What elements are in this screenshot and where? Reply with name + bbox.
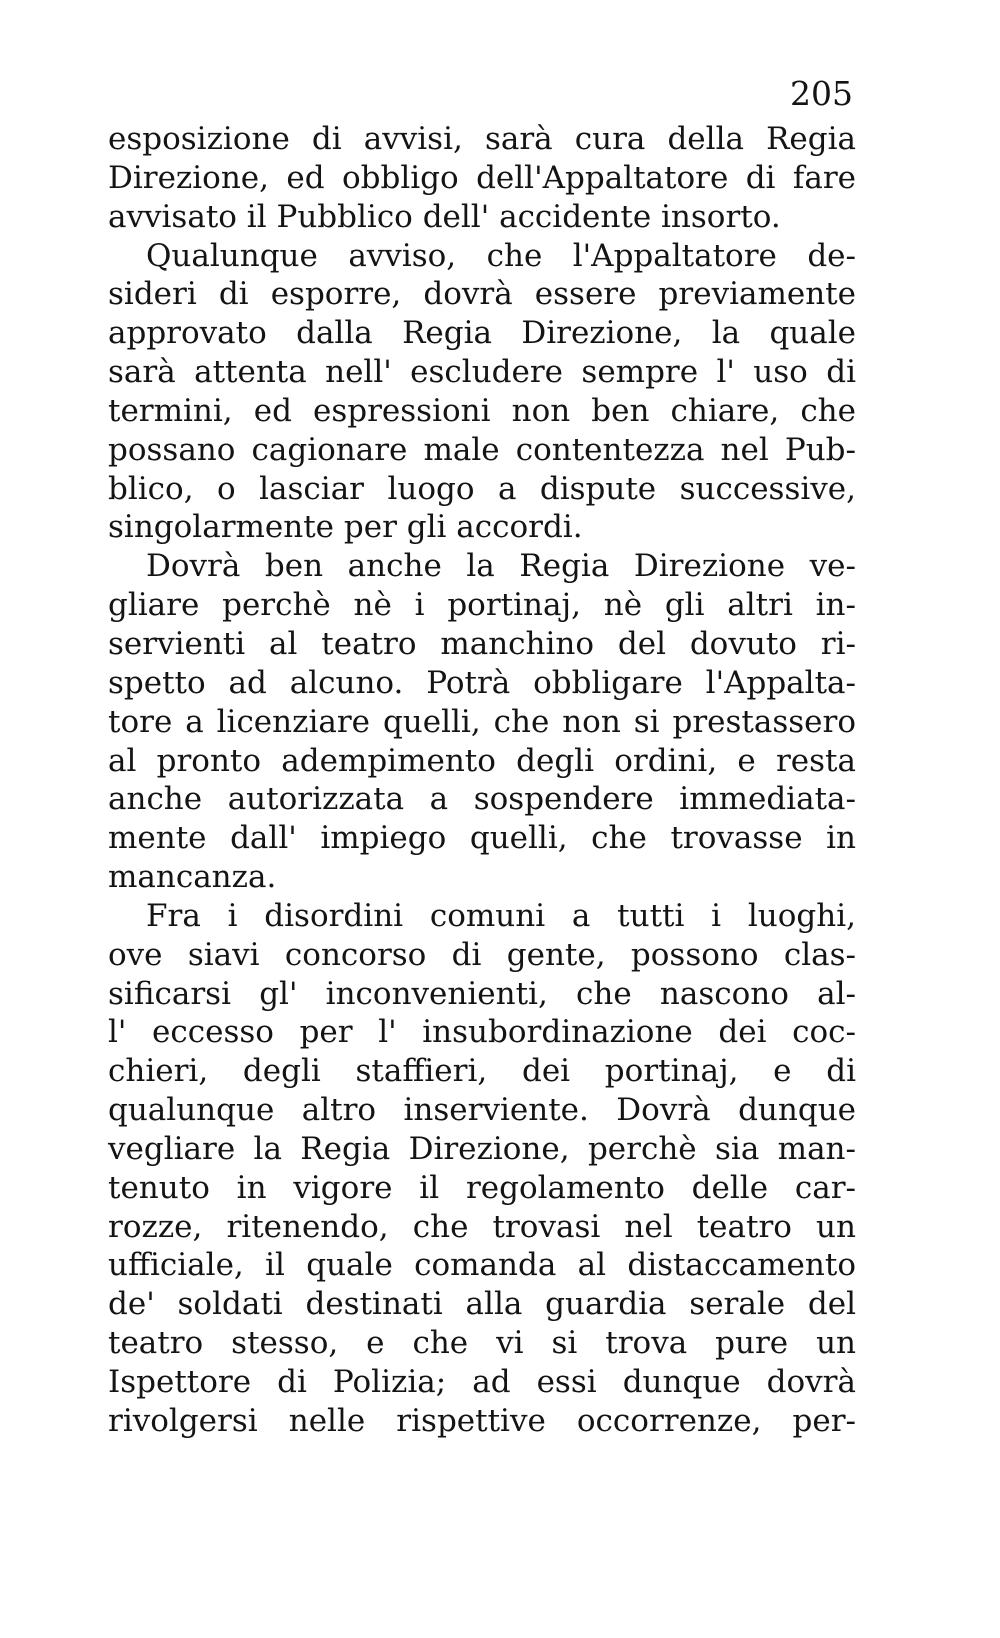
text-line: tore a licenziare quelli, che non si prestassero (108, 703, 856, 740)
text-line: esposizione di avvisi, sarà cura della Regia (108, 121, 856, 157)
text-line: possano cagionare male contentezza nel Pub- (108, 431, 856, 468)
text-line: Fra i disordini comuni a tutti i luoghi, (146, 897, 856, 934)
text-line: mente dall' impiego quelli, che trovasse in (108, 820, 856, 857)
text-line: rivolgersi nelle rispettive occorrenze, per- (108, 1402, 856, 1439)
text-line: al pronto adempimento degli ordini, e resta (108, 742, 856, 779)
page-number: 205 (790, 74, 853, 113)
text-line: servienti al teatro manchino del dovuto ri- (108, 625, 856, 662)
text-line: Ispettore di Polizia; ad essi dunque dovrà (108, 1364, 856, 1400)
text-line: de' soldati destinati alla guardia serale del (108, 1286, 856, 1323)
text-line: l' eccesso per l' insubordinazione dei coc- (108, 1014, 856, 1051)
text-line: vegliare la Regia Direzione, perchè sia man- (108, 1130, 856, 1167)
text-line: rozze, ritenendo, che trovasi nel teatro un (108, 1208, 856, 1245)
text-line: ove siavi concorso di gente, possono clas- (108, 936, 856, 973)
text-line: anche autorizzata a sospendere immediata- (108, 781, 856, 818)
text-line: sarà attenta nell' escludere sempre l' uso di (108, 354, 856, 391)
text-line: sideri di esporre, dovrà essere previamente (108, 276, 856, 313)
text-line: ufficiale, il quale comanda al distaccamento (108, 1247, 856, 1284)
text-line: termini, ed espressioni non ben chiare, che (108, 392, 856, 429)
text-line: blico, o lasciar luogo a dispute successive, (108, 470, 856, 507)
text-line: mancanza. (108, 859, 277, 896)
text-line: singolarmente per gli accordi. (108, 509, 583, 546)
text-line: Qualunque avviso, che l'Appaltatore de- (146, 237, 856, 274)
text-line: gliare perchè nè i portinaj, nè gli altri in- (108, 587, 856, 624)
text-line: avvisato il Pubblico dell' accidente insorto. (108, 198, 781, 235)
body-text (108, 120, 856, 1441)
text-line: tenuto in vigore il regolamento delle car- (108, 1169, 856, 1206)
text-line: spetto ad alcuno. Potrà obbligare l'Appalta- (108, 664, 856, 701)
text-line: qualunque altro inserviente. Dovrà dunque (108, 1092, 856, 1129)
text-line: Direzione, ed obbligo dell'Appaltatore di fare (108, 159, 856, 196)
text-line: chieri, degli staffieri, dei portinaj, e di (108, 1053, 856, 1090)
text-line: sificarsi gl' inconvenienti, che nascono al- (108, 975, 856, 1012)
text-line: teatro stesso, e che vi si trova pure un (108, 1325, 856, 1362)
text-line: Dovrà ben anche la Regia Direzione ve- (146, 548, 856, 585)
text-line: approvato dalla Regia Direzione, la quale (108, 315, 856, 352)
